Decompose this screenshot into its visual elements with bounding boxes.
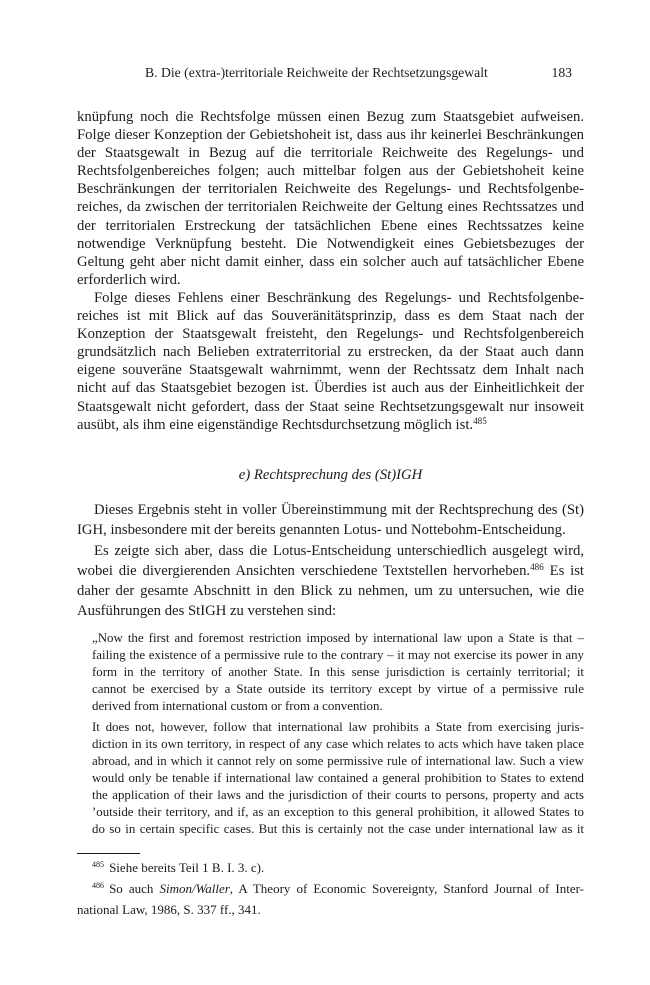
body-line-text: wobei die divergierenden Ansichten verschiedene Textstellen hervorheben. (77, 562, 531, 579)
footnote-line: national Law, 1986, S. 337 ff., 341. (77, 901, 261, 917)
body-line: der Staatsgewalt in Bezug auf die territoriale Reichweite des Regelungs- und (77, 145, 584, 162)
paragraph (77, 500, 584, 541)
footnote-text: So auch (109, 880, 160, 896)
body-line: notwendige Verknüpfung besteht. Die Notwendigkeit eines Gebietsbezuges der (77, 235, 584, 252)
body-line: reiches, da zwischen der territorialen Reichweite der Geltung eines Rechtssatzes und (77, 199, 584, 216)
quote-paragraph (92, 719, 584, 838)
body-line: reiches ist mit Blick auf das Souveränitätsprinzip, dass es dem Staat nach der (77, 308, 584, 325)
footnote (77, 878, 584, 920)
body-line: IGH, insbesondere mit der bereits genannten Lotus- und Nottebohm-Entscheidung. (77, 522, 566, 539)
body-line: Folge dieses Fehlens einer Beschränkung des Regelungs- und Rechtsfolgenbe- (94, 289, 584, 306)
quote-line: form in the territory of another State. In this sense jurisdiction is certainly territorial; it (92, 664, 584, 679)
section-heading: e) Rechtsprechung des (St)IGH (238, 467, 423, 483)
quote-line: abroad, and in which it cannot rely on some permissive rule of international law. Such a view (92, 753, 584, 768)
body-line: Staatsgewalt nicht gefordert, dass der Staat seine Rechtsetzungsgewalt nur insoweit (77, 398, 584, 415)
paragraph (77, 108, 584, 289)
body-line-text: ausübt, als ihm eine eigenständige Rechtsdurchsetzung möglich ist. (77, 416, 474, 433)
body-text-lower (77, 500, 584, 622)
footnote-separator (77, 853, 140, 854)
quote-line: do so in certain specific cases. But this is certainly not the case under international law as it (92, 821, 584, 836)
body-line: Dieses Ergebnis steht in voller Übereinstimmung mit der Rechtsprechung des (St) (94, 502, 584, 518)
body-line (77, 416, 584, 434)
body-line: Folge dieser Konzeption der Gebietshoheit ist, dass aus ihr keinerlei Beschränkungen (77, 127, 584, 144)
body-line: grundsätzlich nach Belieben extraterritorial zu erstrecken, da der Staat auch dann (77, 344, 584, 361)
body-line: daher der gesamte Abschnitt in den Blick zu nehmen, um zu untersuchen, wie die (77, 583, 584, 600)
footnotes (77, 857, 584, 920)
body-line: Ausführungen des StIGH zu verstehen sind: (77, 603, 337, 620)
quote-line: cannot be exercised by a State outside its territory except by virtue of a permissive rule (92, 681, 584, 696)
footnote-number: 486 (92, 881, 105, 891)
body-line: nicht auf das Staatsgebiet bezogen ist. Überdies ist auch aus der Einheitlichkeit der (77, 380, 584, 397)
quote-line: ’outside their territory, and if, as an exception to this general prohibition, it allowed States to (92, 804, 584, 819)
quote-line: derived from international custom or from a convention. (92, 698, 383, 713)
footnote (77, 857, 584, 878)
quote-line: failing the existence of a permissive rule to the contrary – it may not exercise its power in any (92, 647, 584, 662)
running-title: B. Die (extra-)territoriale Reichweite der Rechtsetzungsgewalt (145, 65, 488, 80)
body-line: Beschränkungen der territorialen Reichweite des Regelungs- und Rechtsfolgenbe- (77, 181, 584, 198)
body-line-text: Es ist (543, 562, 584, 579)
body-line: eigene souveräne Staatsgewalt wahrnimmt, wenn der Rechtssatz dem Inhalt nach (77, 362, 584, 379)
footnote-author: Simon/Waller (159, 880, 230, 896)
body-line: der territorialen Erstreckung der tatsächlichen Ebene eines Rechtssatzes keine (77, 217, 584, 234)
footnote-line (77, 878, 584, 899)
body-line: Konzeption der Staatsgewalt freisteht, den Regelungs- und Rechtsfolgenbereich (77, 326, 584, 343)
quote-line: would only be tenable if international law contained a general prohibition to States to extend (92, 770, 584, 785)
paragraph (77, 289, 584, 434)
quote-line: „Now the first and foremost restriction imposed by international law upon a State is that – (92, 630, 584, 645)
footnote-number: 485 (92, 860, 105, 870)
footnote-text: Siehe bereits Teil 1 B. I. 3. c). (109, 859, 265, 875)
body-line: Rechtsfolgenbereiches folgen; auch mittelbar folgen aus der Gebietshoheit keine (77, 163, 584, 180)
block-quote (92, 630, 584, 838)
body-line: Es zeigte sich aber, dass die Lotus-Entscheidung unterschiedlich ausgelegt wird, (94, 542, 584, 559)
body-line (77, 561, 584, 581)
footnote-reference: 485 (473, 415, 487, 426)
footnote-reference: 486 (530, 561, 544, 572)
paragraph (77, 541, 584, 622)
footnote-text: , A Theory of Economic Sovereignty, Stanford Journal of Inter- (229, 880, 585, 896)
body-line: erforderlich wird. (77, 271, 181, 288)
body-line: knüpfung noch die Rechtsfolge müssen einen Bezug zum Staatsgebiet aufweisen. (77, 109, 584, 125)
quote-line: It does not, however, follow that international law prohibits a State from exercising juris- (92, 719, 584, 734)
quote-line: the application of their laws and the jurisdiction of their courts to persons, property and acts (92, 787, 584, 802)
page-number: 183 (551, 65, 572, 80)
quote-line: diction in its own territory, in respect of any case which relates to acts which have taken place (92, 736, 584, 751)
body-line: Geltung geht aber nicht damit einher, dass ein solcher auch auf tatsächlicher Ebene (77, 253, 584, 270)
quote-paragraph (92, 630, 584, 715)
body-text-upper (77, 108, 584, 434)
